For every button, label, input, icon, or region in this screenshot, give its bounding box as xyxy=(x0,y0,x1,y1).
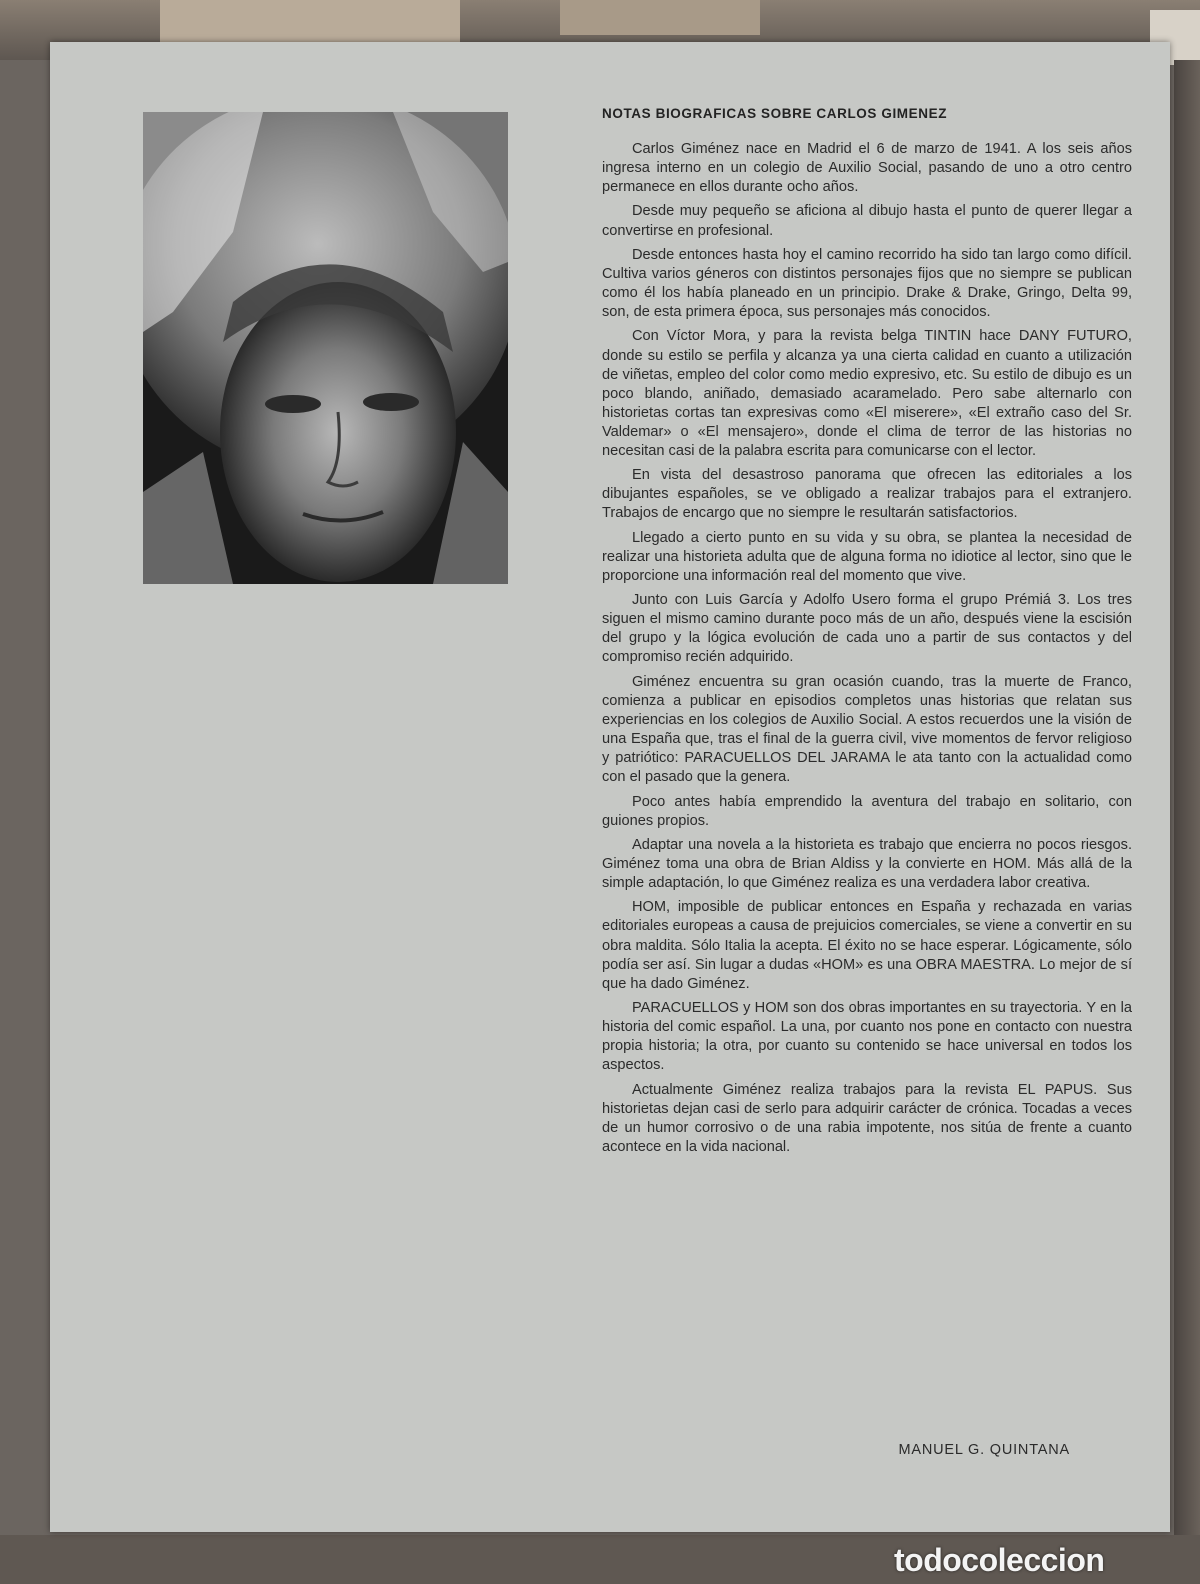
paragraph: En vista del desastroso panorama que ofrecen las editoriales a los dibujantes españoles, se ve obligado a realizar trabajos para el extranjero. Trabajos de encargo que no siempre le resultarán satisfactorios. xyxy=(602,467,1132,522)
page-title: NOTAS BIOGRAFICAS SOBRE CARLOS GIMENEZ xyxy=(602,106,948,121)
portrait-image xyxy=(143,112,508,584)
paragraph: Llegado a cierto punto en su vida y su obra, se plantea la necesidad de realizar una historieta adulta que de alguna forma no idiotice al lector, sino que le proporcione una información real del momento que vive. xyxy=(602,529,1132,584)
book-page xyxy=(50,42,1170,1532)
portrait-photo xyxy=(143,112,508,584)
paragraph: Desde muy pequeño se aficiona al dibujo hasta el punto de querer llegar a convertirse en profesional. xyxy=(602,203,1132,239)
paragraph: Poco antes había emprendido la aventura del trabajo en solitario, con guiones propios. xyxy=(602,793,1132,829)
watermark-logo: todocoleccion xyxy=(894,1542,1105,1578)
paragraph: Adaptar una novela a la historieta es trabajo que encierra no pocos riesgos. Giménez toma una obra de Brian Aldiss y la convierte en HOM. Más allá de la simple adaptación, lo que Giménez realiza es una verdadera labor creativa. xyxy=(602,836,1132,892)
author-signature: MANUEL G. QUINTANA xyxy=(898,1442,1070,1458)
paragraph: Junto con Luis García y Adolfo Usero forma el grupo Prémiá 3. Los tres siguen el mismo camino durante poco más de un año, después viene la escisión del grupo y la lógica evolución de cada uno a partir de sus contactos y del compromiso recién adquirido. xyxy=(602,592,1132,666)
paragraph: Desde entonces hasta hoy el camino recorrido ha sido tan largo como difícil. Cultiva varios géneros con distintos personajes fijos que no siempre se publican como él los había planeado en un principio. Drake & Drake, Gringo, Delta 99, son, de esta primera época, sus personajes más conocidos. xyxy=(602,246,1132,321)
paragraph: Carlos Giménez nace en Madrid el 6 de marzo de 1941. A los seis años ingresa interno en un colegio de Auxilio Social, pasando de uno a otro centro permanece en ellos durante ocho años. xyxy=(602,141,1132,196)
paragraph: HOM, imposible de publicar entonces en España y rechazada en varias editoriales europeas a causa de prejuicios comerciales, se viene a convertir en su obra maldita. Sólo Italia la acepta. El éxito no se hace esperar. Lógicamente, sólo podía ser así. Sin lugar a dudas «HOM» es una OBRA MAESTRA. Lo mejor de sí que ha dado Giménez. xyxy=(602,899,1132,992)
paragraph: Actualmente Giménez realiza trabajos para la revista EL PAPUS. Sus historietas dejan casi de serlo para adquirir carácter de crónica. Tocadas a veces de un humor corrosivo o de una rabia impotente, nos sitúa de frente a cuanto acontece en la vida nacional. xyxy=(602,1081,1132,1155)
background-box xyxy=(160,0,460,45)
biography-text xyxy=(602,140,1132,1162)
paragraph: Giménez encuentra su gran ocasión cuando, tras la muerte de Franco, comienza a publicar en episodios completos unas historias que relatan sus experiencias en los colegios de Auxilio Social. A estos recuerdos une la visión de una España que, tras el final de la guerra civil, vive momentos de fervor religioso y patriótico: PARACUELLOS DEL JARAMA le ata tanto con la actualidad como con el pasado que la genera. xyxy=(602,673,1132,786)
paragraph: PARACUELLOS y HOM son dos obras importantes en su trayectoria. Y en la historia del comic español. La una, por cuanto nos pone en contacto con nuestra propia historia; la otra, por cuanto su contenido se hace universal en todos los aspectos. xyxy=(602,1000,1132,1074)
background-box-2 xyxy=(560,0,760,35)
background-side xyxy=(1174,60,1200,1584)
paragraph: Con Víctor Mora, y para la revista belga TINTIN hace DANY FUTURO, donde su estilo se perfila y alcanza ya una cierta calidad en cuanto a utilización de viñetas, empleo del color como medio expresivo, etc. Su estilo de dibujo es un poco blando, aniñado, demasiado acaramelado. Pero sabe alternarlo con historietas cortas tan expresivas como «El miserere», «El extraño caso del Sr. Valdemar» o «El mensajero», donde el clima de terror de las historias no necesitan casi de la palabra escrita para comunicarse con el lector. xyxy=(602,328,1132,459)
